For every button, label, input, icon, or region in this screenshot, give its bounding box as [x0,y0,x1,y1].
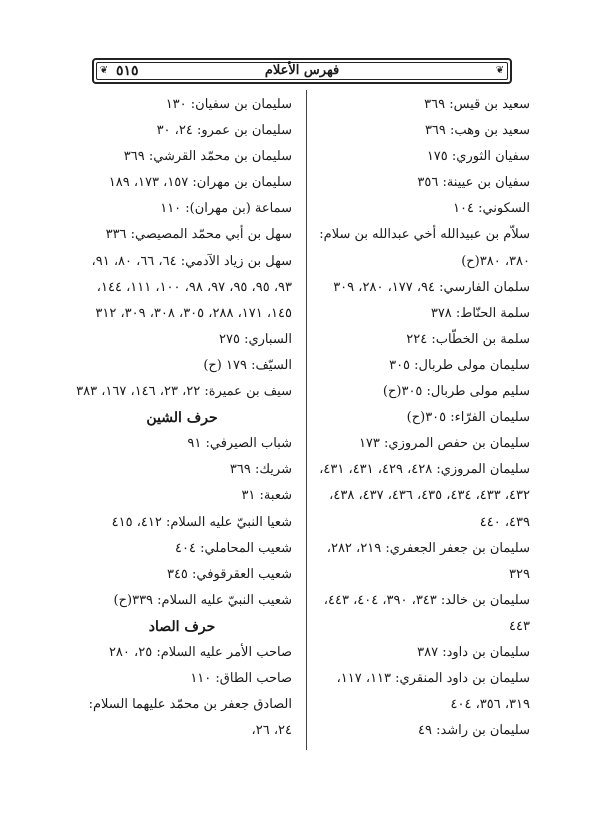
index-entry: سليمان الفرّاء: ٣٠٥(ح) [406,410,530,426]
index-entry: سليمان بن راشد: ٤٩ [417,723,530,739]
section-heading: حرف الشين [146,410,218,427]
index-entry: سليمان بن داود: ٣٨٧ [417,644,530,660]
index-entry: شعيا النبيّ عليه السلام: ٤١٢، ٤١٥ [111,514,292,530]
index-entry: سيف بن عميرة: ٢٢، ٢٣، ١٤٦، ١٦٧، ٣٨٣ [76,384,292,400]
index-entry: سليمان بن سفيان: ١٣٠ [165,97,292,112]
index-entry: سليم مولى طربال: ٣٠٥(ح) [382,384,530,400]
index-entry: سليمان المروزي: ٤٢٨، ٤٢٩، ٤٣١، ٤٣١، ٤٣٢، ٤٣٣، ٤٣٤، ٤٣٥، ٤٣٦، ٤٣٧، ٤٣٨، ٤٣٩، ٤٤٠ [319,462,530,530]
index-entry: سليمان مولى طربال: ٣٠٥ [389,357,530,373]
index-entry: سلمان الفارسي: ٩٤، ١٧٧، ٢٨٠، ٣٠٩ [333,279,530,295]
index-entry: السيّف: ١٧٩ (ح) [203,357,292,373]
index-entry: شباب الصيرفي: ٩١ [187,436,292,452]
index-entry: سليمان بن داود المنقري: ١١٣، ١١٧، ٣١٩، ٣٥٦، ٤٠٤ [336,671,530,713]
index-entry: سلمة الحنّاط: ٣٧٨ [430,305,530,321]
index-entry: شعيب النبيّ عليه السلام: ٣٣٩(ح) [113,592,292,608]
index-entry: صاحب الأمر عليه السلام: ٢٥، ٢٨٠ [108,644,292,660]
index-entry: شعيب العقرقوفي: ٣٤٥ [166,566,292,582]
index-entry: شعيب المحاملي: ٤٠٤ [175,540,292,556]
index-entry: سفيان بن عيينة: ٣٥٦ [417,175,530,191]
index-entry: شريك: ٣٦٩ [229,462,292,478]
ornament-right-icon: ❦ [495,65,505,76]
index-entry: سليمان بن مهران: ١٥٧، ١٧٣، ١٨٩ [108,175,292,191]
index-entry: سماعة (بن مهران): ١١٠ [160,201,292,217]
index-column-left [72,92,292,744]
running-header [92,58,512,84]
index-entry: سلمة بن الخطّاب: ٢٢٤ [406,331,530,347]
ornament-left-icon: ❦ [99,65,109,76]
index-entry: سعيد بن وهب: ٣٦٩ [424,123,530,139]
index-entry: سعيد بن قيس: ٣٦٩ [424,97,530,112]
index-entry: سهل بن أبي محمّد المصيصي: ٣٣٦ [105,227,292,243]
page-number: ٥١٥ [116,63,139,79]
index-entry: سهل بن زياد الآدمي: ٦٤، ٦٦، ٨٠، ٩١، ٩٣، ٩٥، ٩٥، ٩٧، ٩٨، ١٠٠، ١١١، ١٤٤، ١٤٥، ١٧١، ٢٨٨، ٣٠٥، ٣٠٨، ٣٠٩، ٣١٢ [91,253,292,321]
index-entry: الصادق جعفر بن محمّد عليهما السلام: ٢٤، ٢٦، [88,697,292,739]
index-entry: سليمان بن خالد: ٣٤٣، ٣٩٠، ٤٠٤، ٤٤٣، ٤٤٣ [323,592,530,634]
index-entry: سلاّم بن عبيدالله أخي عبدالله بن سلام: ٣٨٠، ٣٨٠(ح) [319,227,530,269]
index-entry: شعبة: ٣١ [241,488,292,504]
index-entry: سليمان بن حفص المروزي: ١٧٣ [358,436,530,452]
index-entry: السكوني: ١٠٤ [453,201,530,217]
index-column-right [312,92,530,744]
index-entry: سليمان بن محمّد القرشي: ٣٦٩ [123,149,292,165]
index-entry: السباري: ٢٧٥ [219,331,292,347]
column-divider [306,90,307,750]
index-entry: سليمان بن جعفر الجعفري: ٢١٩، ٢٨٢، ٣٢٩ [326,540,530,582]
section-heading: حرف الصاد [148,618,216,635]
index-entry: سفيان الثوري: ١٧٥ [426,149,530,165]
page-title: فهرس الأعلام [264,63,340,78]
index-entry: سليمان بن عمرو: ٢٤، ٣٠ [156,123,292,139]
index-entry: صاحب الطاق: ١١٠ [190,671,292,687]
